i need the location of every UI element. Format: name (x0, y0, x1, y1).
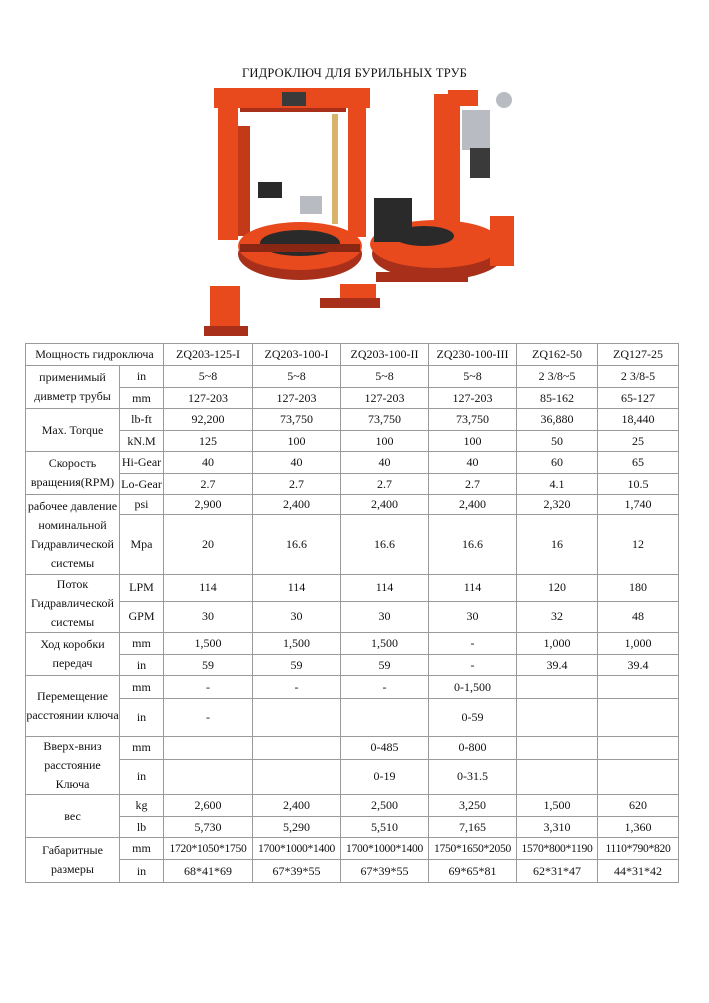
value-cell: 0-1,500 (429, 676, 517, 699)
value-cell: 16 (517, 515, 598, 575)
value-cell: 1720*1050*1750 (164, 838, 253, 860)
unit-cell: lb (120, 817, 164, 838)
value-cell: - (164, 676, 253, 699)
value-cell: 0-19 (341, 759, 429, 794)
value-cell: 114 (341, 575, 429, 602)
frame-post (348, 92, 366, 237)
value-cell: 127-203 (341, 388, 429, 409)
value-cell: 0-31.5 (429, 759, 517, 794)
value-cell: 120 (517, 575, 598, 602)
unit-cell: kN.M (120, 431, 164, 452)
value-cell: 25 (598, 431, 679, 452)
value-cell: 30 (341, 601, 429, 632)
table-row (26, 409, 679, 431)
value-cell: 2 3/8-5 (598, 366, 679, 388)
unit-cell: Lo-Gear (120, 474, 164, 495)
model-header: ZQ127-25 (598, 344, 679, 366)
table-row (26, 633, 679, 655)
value-cell: 68*41*69 (164, 860, 253, 883)
unit-cell: in (120, 366, 164, 388)
value-cell: 50 (517, 431, 598, 452)
value-cell: 2 3/8~5 (517, 366, 598, 388)
value-cell: 20 (164, 515, 253, 575)
value-cell: 40 (164, 452, 253, 474)
unit-cell: mm (120, 676, 164, 699)
value-cell: 40 (253, 452, 341, 474)
value-cell: 100 (429, 431, 517, 452)
value-cell: 1750*1650*2050 (429, 838, 517, 860)
value-cell: 1,000 (517, 633, 598, 655)
value-cell: 180 (598, 575, 679, 602)
value-cell: 5~8 (253, 366, 341, 388)
table-row (26, 759, 679, 794)
value-cell: 73,750 (253, 409, 341, 431)
value-cell (164, 759, 253, 794)
value-cell (517, 676, 598, 699)
table-row (26, 860, 679, 883)
value-cell: 7,165 (429, 817, 517, 838)
unit-cell: kg (120, 795, 164, 817)
value-cell: 73,750 (341, 409, 429, 431)
value-cell: 1700*1000*1400 (253, 838, 341, 860)
row-label: Вверх-вниз расстояние Ключа (26, 737, 120, 795)
value-cell: 1,740 (598, 495, 679, 515)
value-cell: 18,440 (598, 409, 679, 431)
unit-cell: mm (120, 633, 164, 655)
value-cell: 1,500 (517, 795, 598, 817)
value-cell: 2.7 (341, 474, 429, 495)
table-row (26, 737, 679, 760)
value-cell (598, 676, 679, 699)
value-cell: 10.5 (598, 474, 679, 495)
value-cell: 1570*800*1190 (517, 838, 598, 860)
model-header: ZQ162-50 (517, 344, 598, 366)
table-row (26, 838, 679, 860)
value-cell: 620 (598, 795, 679, 817)
value-cell: 67*39*55 (253, 860, 341, 883)
value-cell: 127-203 (429, 388, 517, 409)
left-tong-unit (204, 88, 380, 336)
product-photo (200, 86, 530, 338)
frame-post (218, 90, 238, 240)
row-label: Поток Гидравлической системы (26, 575, 120, 633)
value-cell: 65-127 (598, 388, 679, 409)
header-label: Мощность гидроключа (26, 344, 164, 366)
unit-cell: LPM (120, 575, 164, 602)
table-row (26, 366, 679, 388)
row-label: Ход коробки передач (26, 633, 120, 676)
value-cell (517, 759, 598, 794)
page-title: ГИДРОКЛЮЧ ДЛЯ БУРИЛЬНЫХ ТРУБ (241, 66, 468, 80)
unit-cell: in (120, 759, 164, 794)
unit-cell: in (120, 655, 164, 676)
value-cell: 2,400 (429, 495, 517, 515)
value-cell: 0-485 (341, 737, 429, 760)
model-header: ZQ230-100-III (429, 344, 517, 366)
value-cell: 44*31*42 (598, 860, 679, 883)
table-header-row (26, 344, 679, 366)
value-cell: 16.6 (253, 515, 341, 575)
value-cell (598, 699, 679, 737)
value-cell: 36,880 (517, 409, 598, 431)
value-cell: 1110*790*820 (598, 838, 679, 860)
unit-cell: Mpa (120, 515, 164, 575)
value-cell (164, 737, 253, 760)
model-header: ZQ203-125-I (164, 344, 253, 366)
value-cell: 85-162 (517, 388, 598, 409)
table-row (26, 795, 679, 817)
model-header: ZQ203-100-I (253, 344, 341, 366)
unit-cell: in (120, 860, 164, 883)
value-cell: 0-800 (429, 737, 517, 760)
value-cell: 2,500 (341, 795, 429, 817)
row-label: рабочее давление номинальной Гидравлической системы (26, 495, 120, 575)
value-cell: 114 (164, 575, 253, 602)
value-cell: 125 (164, 431, 253, 452)
table-row (26, 575, 679, 602)
unit-cell: mm (120, 388, 164, 409)
row-label: Max. Torque (26, 409, 120, 452)
table-row (26, 515, 679, 575)
value-cell: 39.4 (598, 655, 679, 676)
right-tong-unit (370, 90, 514, 282)
value-cell: 32 (517, 601, 598, 632)
value-cell: - (341, 676, 429, 699)
value-cell: 40 (429, 452, 517, 474)
row-label: вес (26, 795, 120, 838)
value-cell: 2,900 (164, 495, 253, 515)
value-cell: 2,400 (341, 495, 429, 515)
unit-cell: mm (120, 737, 164, 760)
value-cell: - (429, 655, 517, 676)
value-cell: 73,750 (429, 409, 517, 431)
table-row (26, 817, 679, 838)
value-cell: 2.7 (164, 474, 253, 495)
value-cell: 59 (253, 655, 341, 676)
value-cell (517, 737, 598, 760)
value-cell: 1,500 (164, 633, 253, 655)
value-cell: 16.6 (429, 515, 517, 575)
value-cell: 3,310 (517, 817, 598, 838)
value-cell: 114 (253, 575, 341, 602)
table-row (26, 452, 679, 474)
unit-cell: lb-ft (120, 409, 164, 431)
table-row (26, 601, 679, 632)
table-row (26, 699, 679, 737)
value-cell: 1,360 (598, 817, 679, 838)
table-row (26, 655, 679, 676)
value-cell: 67*39*55 (341, 860, 429, 883)
value-cell: 2,400 (253, 795, 341, 817)
value-cell: 62*31*47 (517, 860, 598, 883)
value-cell (253, 759, 341, 794)
value-cell: 48 (598, 601, 679, 632)
table-row (26, 474, 679, 495)
value-cell: - (429, 633, 517, 655)
value-cell: - (164, 699, 253, 737)
value-cell: 5,510 (341, 817, 429, 838)
value-cell: 5,730 (164, 817, 253, 838)
table-row (26, 388, 679, 409)
value-cell: 0-59 (429, 699, 517, 737)
value-cell: 2,400 (253, 495, 341, 515)
row-label: Габаритные размеры (26, 838, 120, 883)
value-cell (598, 759, 679, 794)
value-cell (253, 699, 341, 737)
row-label: Скорость вращения(RPM) (26, 452, 120, 495)
value-cell: 1,000 (598, 633, 679, 655)
value-cell: 69*65*81 (429, 860, 517, 883)
value-cell: 92,200 (164, 409, 253, 431)
unit-cell: GPM (120, 601, 164, 632)
row-label: Перемещение расстоянии ключа (26, 676, 120, 737)
value-cell: 2,600 (164, 795, 253, 817)
value-cell: 1,500 (341, 633, 429, 655)
model-header: ZQ203-100-II (341, 344, 429, 366)
unit-cell: Hi-Gear (120, 452, 164, 474)
spec-table (25, 343, 679, 883)
value-cell: 30 (253, 601, 341, 632)
value-cell (341, 699, 429, 737)
value-cell: 59 (164, 655, 253, 676)
value-cell: 5,290 (253, 817, 341, 838)
value-cell: 40 (341, 452, 429, 474)
unit-cell: mm (120, 838, 164, 860)
value-cell: 5~8 (164, 366, 253, 388)
value-cell (598, 737, 679, 760)
value-cell: 5~8 (429, 366, 517, 388)
value-cell: 30 (164, 601, 253, 632)
unit-cell: psi (120, 495, 164, 515)
unit-cell: in (120, 699, 164, 737)
table-row (26, 676, 679, 699)
value-cell: 114 (429, 575, 517, 602)
value-cell: 2,320 (517, 495, 598, 515)
value-cell (253, 737, 341, 760)
value-cell: 100 (253, 431, 341, 452)
value-cell: 1700*1000*1400 (341, 838, 429, 860)
value-cell: 60 (517, 452, 598, 474)
value-cell (517, 699, 598, 737)
value-cell: 3,250 (429, 795, 517, 817)
value-cell: 39.4 (517, 655, 598, 676)
value-cell: - (253, 676, 341, 699)
value-cell: 16.6 (341, 515, 429, 575)
value-cell: 127-203 (253, 388, 341, 409)
value-cell: 5~8 (341, 366, 429, 388)
value-cell: 30 (429, 601, 517, 632)
table-row (26, 495, 679, 515)
value-cell: 2.7 (253, 474, 341, 495)
row-label: применимый дивметр трубы (26, 366, 120, 409)
value-cell: 1,500 (253, 633, 341, 655)
value-cell: 12 (598, 515, 679, 575)
value-cell: 4.1 (517, 474, 598, 495)
value-cell: 59 (341, 655, 429, 676)
value-cell: 2.7 (429, 474, 517, 495)
table-row (26, 431, 679, 452)
value-cell: 127-203 (164, 388, 253, 409)
value-cell: 100 (341, 431, 429, 452)
value-cell: 65 (598, 452, 679, 474)
